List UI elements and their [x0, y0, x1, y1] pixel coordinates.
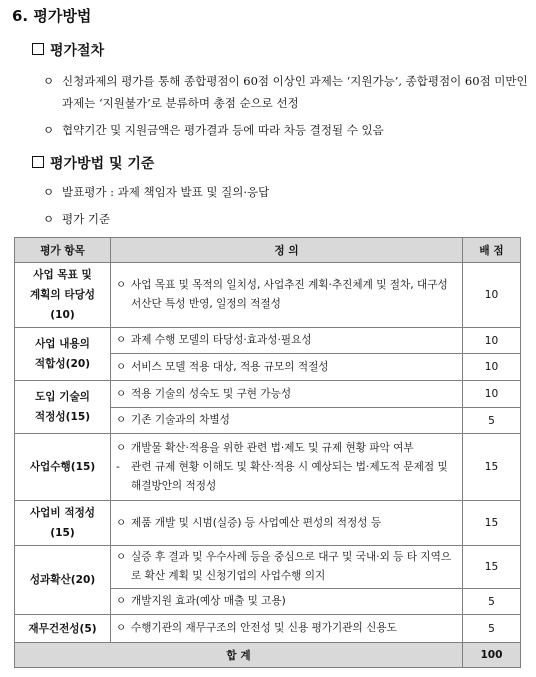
definition-text: 실증 후 결과 및 우수사례 등을 중심으로 대구 및 국내·외 등 타 지역으로 확산 계획 및 신청기업의 사업수행 의지: [131, 551, 452, 582]
definition-line: [116, 458, 457, 496]
table-row: [15, 546, 521, 589]
bullet-item: ㅇ 평가 기준: [62, 208, 532, 230]
definition-line: [116, 331, 457, 350]
criteria-category: [15, 501, 111, 546]
bullet-circle-icon: ㅇ: [116, 595, 127, 607]
criteria-score: 5: [463, 589, 521, 615]
bullet-circle-icon: ㅇ: [43, 74, 55, 88]
criteria-score: 10: [463, 263, 521, 328]
criteria-definition: [111, 381, 463, 408]
definition-line: [116, 276, 457, 314]
total-score: 100: [463, 643, 521, 668]
definition-text: 수행기관의 재무구조의 안전성 및 신용 평가기관의 신용도: [131, 622, 397, 634]
definition-text: 개발물 확산·적용을 위한 관련 법·제도 및 규제 현황 파악 여부: [131, 441, 414, 454]
criteria-score: 10: [463, 381, 521, 408]
criteria-category-line: 성과확산(20): [29, 574, 96, 586]
definition-text: 사업 목표 및 목적의 일치성, 사업추진 계획·추진체계 및 절차, 대구성서산단 특성 반영, 일정의 적절성: [131, 279, 448, 310]
bullet-circle-icon: ㅇ: [116, 551, 127, 563]
criteria-category: [15, 546, 111, 615]
criteria-score: 15: [463, 434, 521, 501]
bullet-circle-icon: ㅇ: [43, 212, 55, 226]
criteria-definition: [111, 354, 463, 381]
criteria-definition: [111, 263, 463, 328]
criteria-definition: [111, 589, 463, 615]
definition-text: 서비스 모델 적용 대상, 적용 규모의 적절성: [131, 360, 329, 373]
table-body: [15, 263, 521, 668]
criteria-definition: [111, 408, 463, 434]
definition-line: [116, 439, 457, 458]
definition-text: 개발지원 효과(예상 매출 및 고용): [131, 595, 286, 607]
criteria-category: [15, 615, 111, 643]
table-row: [15, 381, 521, 408]
bullet-circle-icon: ㅇ: [116, 334, 127, 346]
subsection-title-procedure: 평가절차: [32, 40, 104, 60]
evaluation-criteria-table: [14, 237, 521, 668]
criteria-category: [15, 263, 111, 328]
criteria-category-line: 사업수행(15): [29, 461, 96, 473]
criteria-category: [15, 381, 111, 434]
section-heading: 6. 평가방법: [12, 7, 92, 25]
criteria-category-line: 적합성(20): [34, 358, 91, 370]
criteria-definition: [111, 434, 463, 501]
criteria-score: 10: [463, 328, 521, 354]
bullet-circle-icon: ㅇ: [116, 387, 127, 400]
bullet-circle-icon: ㅇ: [116, 279, 127, 291]
definition-text: 관련 규제 현황 이해도 및 확산·적용 시 예상되는 법·제도적 문제점 및 해결방안의 적정성: [131, 460, 448, 492]
bullet-circle-icon: ㅇ: [116, 516, 127, 529]
subsection-title-criteria: 평가방법 및 기준: [32, 153, 154, 173]
definition-text: 제품 개발 및 시범(실증) 등 사업예산 편성의 적정성 등: [131, 516, 382, 529]
table-row: [15, 434, 521, 501]
bullet-item: ㅇ 협약기간 및 지원금액은 평가결과 등에 따라 차등 결정될 수 있음: [62, 119, 532, 141]
criteria-definition: [111, 328, 463, 354]
definition-line: [116, 411, 457, 430]
criteria-category: [15, 434, 111, 501]
criteria-definition: [111, 546, 463, 589]
criteria-category-line: 사업 내용의: [35, 338, 90, 350]
table-row: [15, 615, 521, 643]
bullet-item: ㅇ 신청과제의 평가를 통해 종합평점이 60점 이상인 과제는 ‘지원가능’, 종합평점이 60점 미만인 과제는 ‘지원불가’로 분류하며 총점 순으로 선정: [62, 70, 532, 114]
table-row: [15, 501, 521, 546]
criteria-category-line: 사업비 적정성(15): [29, 507, 96, 539]
total-label: 합 계: [15, 643, 463, 668]
criteria-category: [15, 328, 111, 381]
definition-text: 기존 기술과의 차별성: [131, 414, 230, 426]
bullet-circle-icon: ㅇ: [43, 185, 55, 199]
checkbox-square-icon: [32, 156, 44, 168]
table-header-row: [15, 238, 521, 263]
criteria-category-line: 재무건전성(5): [28, 622, 97, 635]
header-definition: 정 의: [111, 238, 463, 263]
criteria-score: 5: [463, 408, 521, 434]
dash-marker: -: [116, 460, 120, 473]
criteria-score: 15: [463, 501, 521, 546]
table-row: [15, 328, 521, 354]
definition-line: [116, 385, 457, 404]
bullet-circle-icon: ㅇ: [116, 622, 127, 634]
criteria-category-line: 계획의 타당성(10): [29, 289, 96, 321]
definition-text: 과제 수행 모델의 타당성·효과성·필요성: [131, 334, 312, 346]
definition-text: 적용 기술의 성숙도 및 구현 가능성: [131, 387, 292, 400]
header-score: 배 점: [463, 238, 521, 263]
bullet-circle-icon: ㅇ: [116, 441, 127, 454]
definition-line: [116, 619, 457, 638]
bullet-circle-icon: ㅇ: [116, 360, 127, 373]
bullet-item: ㅇ 발표평가 : 과제 책임자 발표 및 질의·응답: [62, 181, 532, 203]
criteria-score: 10: [463, 354, 521, 381]
criteria-category-line: 도입 기술의: [35, 391, 90, 403]
definition-line: [116, 358, 457, 377]
criteria-score: 15: [463, 546, 521, 589]
criteria-category-line: 적정성(15): [34, 411, 91, 423]
criteria-category-line: 사업 목표 및: [33, 269, 92, 281]
bullet-circle-icon: ㅇ: [116, 414, 127, 426]
definition-line: [116, 592, 457, 611]
criteria-definition: [111, 501, 463, 546]
table-row: [15, 263, 521, 328]
definition-line: [116, 548, 457, 586]
header-category: 평가 항목: [15, 238, 111, 263]
criteria-definition: [111, 615, 463, 643]
definition-line: [116, 514, 457, 533]
checkbox-square-icon: [32, 43, 44, 55]
criteria-score: 5: [463, 615, 521, 643]
total-row: [15, 643, 521, 668]
bullet-circle-icon: ㅇ: [43, 123, 55, 137]
